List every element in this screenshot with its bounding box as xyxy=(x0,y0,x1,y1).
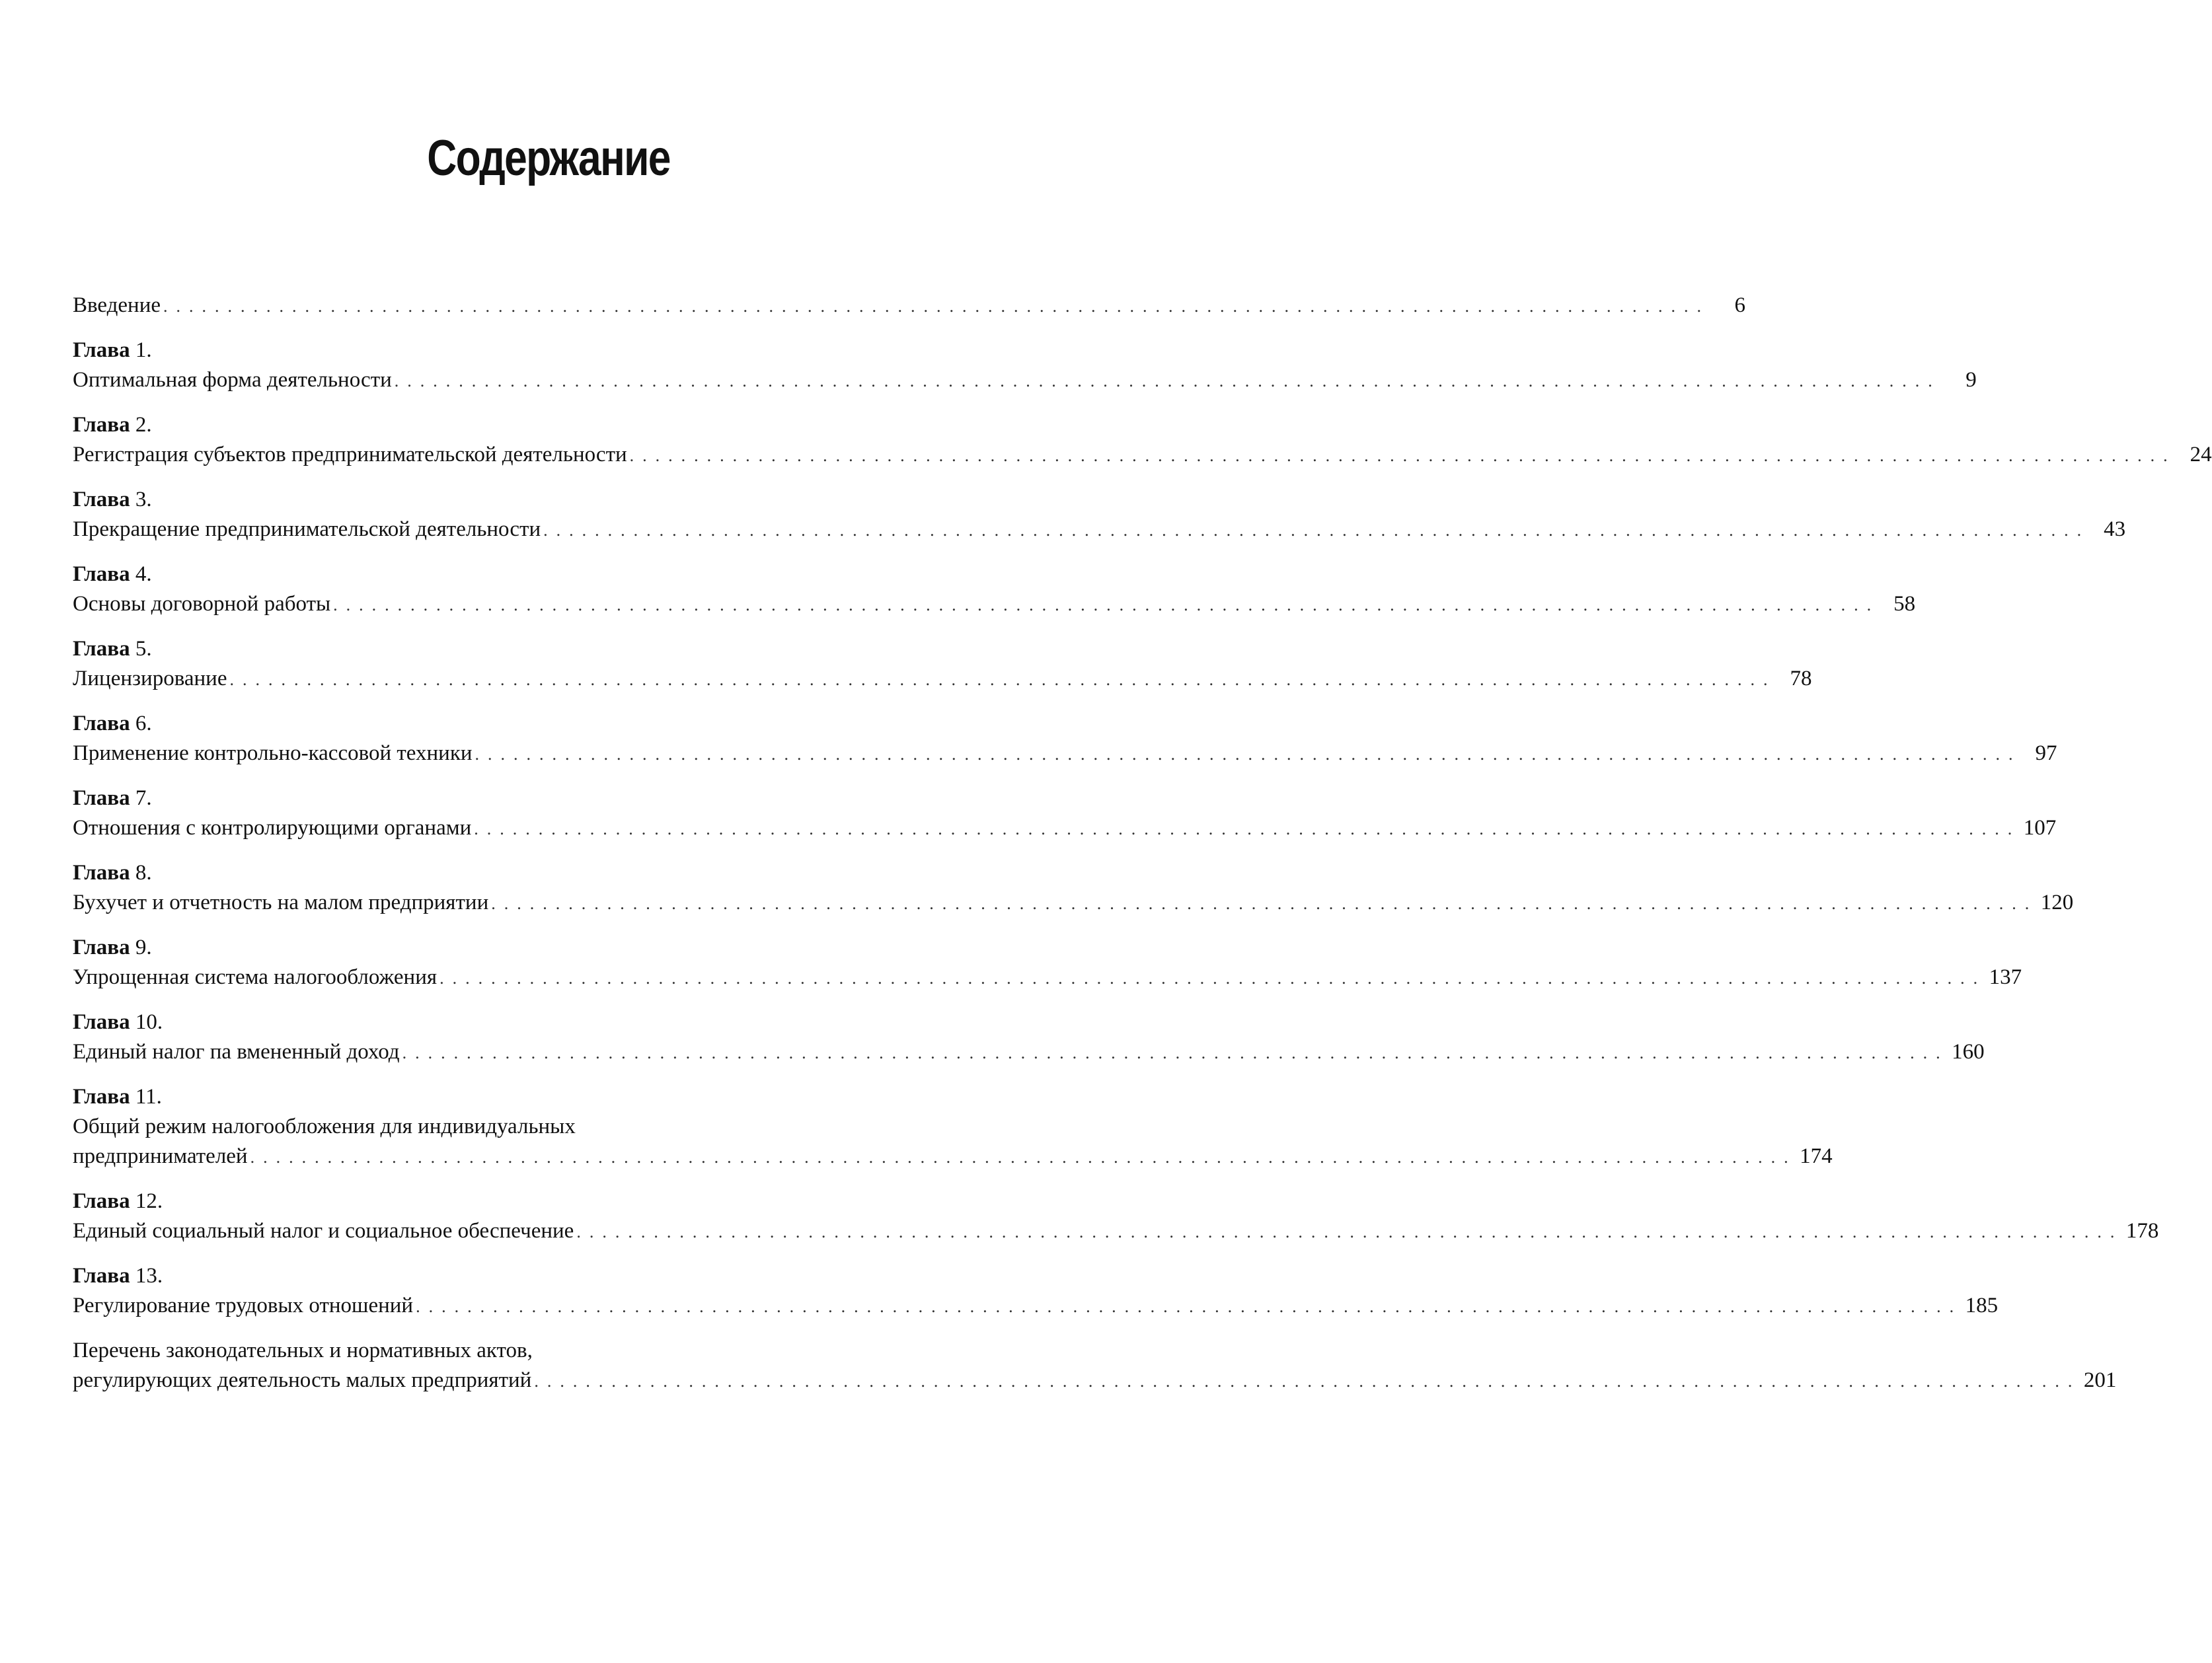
toc-page-number: 58 xyxy=(1893,592,1916,616)
toc-entry-title: Бухучет и отчетность на малом предприятии xyxy=(73,891,489,914)
toc-entry-title: Введение xyxy=(73,293,161,317)
chapter-number: 5. xyxy=(135,637,152,661)
chapter-heading xyxy=(73,858,1018,888)
chapter-prefix: Глава xyxy=(73,936,130,959)
chapter-prefix: Глава xyxy=(73,1264,130,1288)
chapter-number: 4. xyxy=(135,562,152,586)
toc-page-number: 6 xyxy=(1734,293,1746,317)
chapter-prefix: Глава xyxy=(73,861,130,885)
toc-entry-chapter[interactable] xyxy=(73,1082,1833,1172)
dot-leader: ........................................................................................................................ xyxy=(250,1148,1797,1167)
toc-entry-title: предпринимателей xyxy=(73,1144,248,1168)
toc-entry-title: Единый социальный налог и социальное обеспечение xyxy=(73,1219,574,1243)
chapter-number: 12. xyxy=(135,1189,163,1213)
toc-page-number: 137 xyxy=(1989,965,2022,989)
toc-page-number: 120 xyxy=(2040,891,2074,914)
chapter-prefix: Глава xyxy=(73,637,130,661)
chapter-heading xyxy=(73,1261,1018,1291)
toc-entry-chapter[interactable] xyxy=(73,784,2057,844)
dot-leader: ........................................................................................................................ xyxy=(163,297,1710,316)
chapter-number: 9. xyxy=(135,936,152,959)
toc-entry-chapter[interactable] xyxy=(73,709,2057,769)
toc-entry-title: Основы договорной работы xyxy=(73,592,331,616)
chapter-prefix: Глава xyxy=(73,562,130,586)
dot-leader: ........................................................................................................................ xyxy=(475,745,2022,764)
chapter-prefix: Глава xyxy=(73,338,130,362)
chapter-heading xyxy=(73,485,1018,515)
chapter-number: 13. xyxy=(135,1264,163,1288)
dot-leader: ........................................................................................................................ xyxy=(402,1043,1949,1062)
toc-entry-chapter[interactable] xyxy=(73,1187,2159,1247)
toc-entry-title: Упрощенная система налогообложения xyxy=(73,965,438,989)
toc-entry-chapter[interactable] xyxy=(73,560,1916,620)
chapter-heading xyxy=(73,634,1018,664)
toc-entry-chapter[interactable] xyxy=(73,485,2126,545)
chapter-number: 7. xyxy=(135,786,152,810)
toc-entry-title: Регистрация субъектов предпринимательской деятельности xyxy=(73,443,627,466)
toc-entry-title: Лицензирование xyxy=(73,667,227,690)
toc-page-number: 78 xyxy=(1790,667,1812,690)
chapter-heading xyxy=(73,336,1018,365)
toc-entry-title: регулирующих деятельность малых предприятий xyxy=(73,1368,532,1392)
toc-page-number: 43 xyxy=(2104,517,2126,541)
toc-page-number: 107 xyxy=(2023,816,2057,840)
chapter-number: 8. xyxy=(135,861,152,885)
chapter-prefix: Глава xyxy=(73,488,130,511)
chapter-prefix: Глава xyxy=(73,786,130,810)
chapter-prefix: Глава xyxy=(73,1010,130,1034)
dot-leader: ........................................................................................................................ xyxy=(333,595,1880,614)
toc-entry-chapter[interactable] xyxy=(73,336,1977,396)
toc-entry-chapter[interactable] xyxy=(73,933,2022,993)
chapter-list xyxy=(73,336,2212,1321)
toc-entry-chapter[interactable] xyxy=(73,410,2212,470)
chapter-heading xyxy=(73,933,1018,963)
dot-leader: ........................................................................................................................ xyxy=(576,1222,2123,1241)
toc-entry-chapter[interactable] xyxy=(73,634,1812,694)
toc-page-number: 24 xyxy=(2190,443,2212,466)
toc-page-number: 9 xyxy=(1965,368,1977,392)
toc-page-number: 160 xyxy=(1952,1040,1985,1064)
chapter-number: 11. xyxy=(135,1085,162,1109)
dot-leader: ........................................................................................................................ xyxy=(534,1372,2081,1391)
toc-entry-title: Регулирование трудовых отношений xyxy=(73,1294,414,1317)
toc-entry-chapter[interactable] xyxy=(73,858,2074,918)
dot-leader: ........................................................................................................................ xyxy=(416,1297,1963,1316)
toc-page-number: 201 xyxy=(2083,1368,2117,1392)
toc-entry-title: Единый налог па вмененный доход xyxy=(73,1040,400,1064)
chapter-heading xyxy=(73,1008,1018,1037)
toc-entry-chapter[interactable] xyxy=(73,1008,1985,1068)
chapter-heading xyxy=(73,560,1018,589)
dot-leader: ........................................................................................................................ xyxy=(439,969,1987,988)
chapter-number: 2. xyxy=(135,413,152,437)
chapter-heading xyxy=(73,709,1018,739)
toc-entry-title-line: Перечень законодательных и нормативных актов, xyxy=(73,1339,533,1362)
dot-leader: ........................................................................................................................ xyxy=(474,819,2021,838)
chapter-number: 10. xyxy=(135,1010,163,1034)
table-of-contents xyxy=(73,291,2212,1411)
page-title: Содержание xyxy=(427,130,670,186)
toc-entry-title: Применение контрольно-кассовой техники xyxy=(73,741,473,765)
dot-leader: ........................................................................................................................ xyxy=(491,894,2038,913)
chapter-heading xyxy=(73,1082,1018,1112)
dot-leader: ........................................................................................................................ xyxy=(394,371,1941,390)
chapter-prefix: Глава xyxy=(73,413,130,437)
chapter-number: 6. xyxy=(135,712,152,735)
chapter-heading xyxy=(73,1187,1018,1216)
chapter-prefix: Глава xyxy=(73,1189,130,1213)
chapter-number: 3. xyxy=(135,488,152,511)
toc-entry-chapter[interactable] xyxy=(73,1261,1999,1321)
chapter-prefix: Глава xyxy=(73,1085,130,1109)
chapter-prefix: Глава xyxy=(73,712,130,735)
chapter-heading xyxy=(73,784,1018,813)
toc-page-number: 185 xyxy=(1965,1294,1999,1317)
toc-page-number: 174 xyxy=(1800,1144,1833,1168)
toc-entry-title-line: Общий режим налогообложения для индивидуальных xyxy=(73,1115,576,1138)
toc-entry-title: Прекращение предпринимательской деятельности xyxy=(73,517,541,541)
toc-entry-title: Отношения с контролирующими органами xyxy=(73,816,472,840)
chapter-number: 1. xyxy=(135,338,152,362)
chapter-heading xyxy=(73,410,1018,440)
toc-entry-appendix[interactable] xyxy=(73,1336,2117,1396)
toc-entry-intro[interactable] xyxy=(73,291,1746,321)
dot-leader: ........................................................................................................................ xyxy=(629,446,2176,465)
toc-entry-title: Оптимальная форма деятельности xyxy=(73,368,392,392)
toc-page-number: 178 xyxy=(2125,1219,2159,1243)
dot-leader: ........................................................................................................................ xyxy=(229,670,1776,689)
toc-page-number: 97 xyxy=(2035,741,2057,765)
dot-leader: ........................................................................................................................ xyxy=(543,521,2090,540)
